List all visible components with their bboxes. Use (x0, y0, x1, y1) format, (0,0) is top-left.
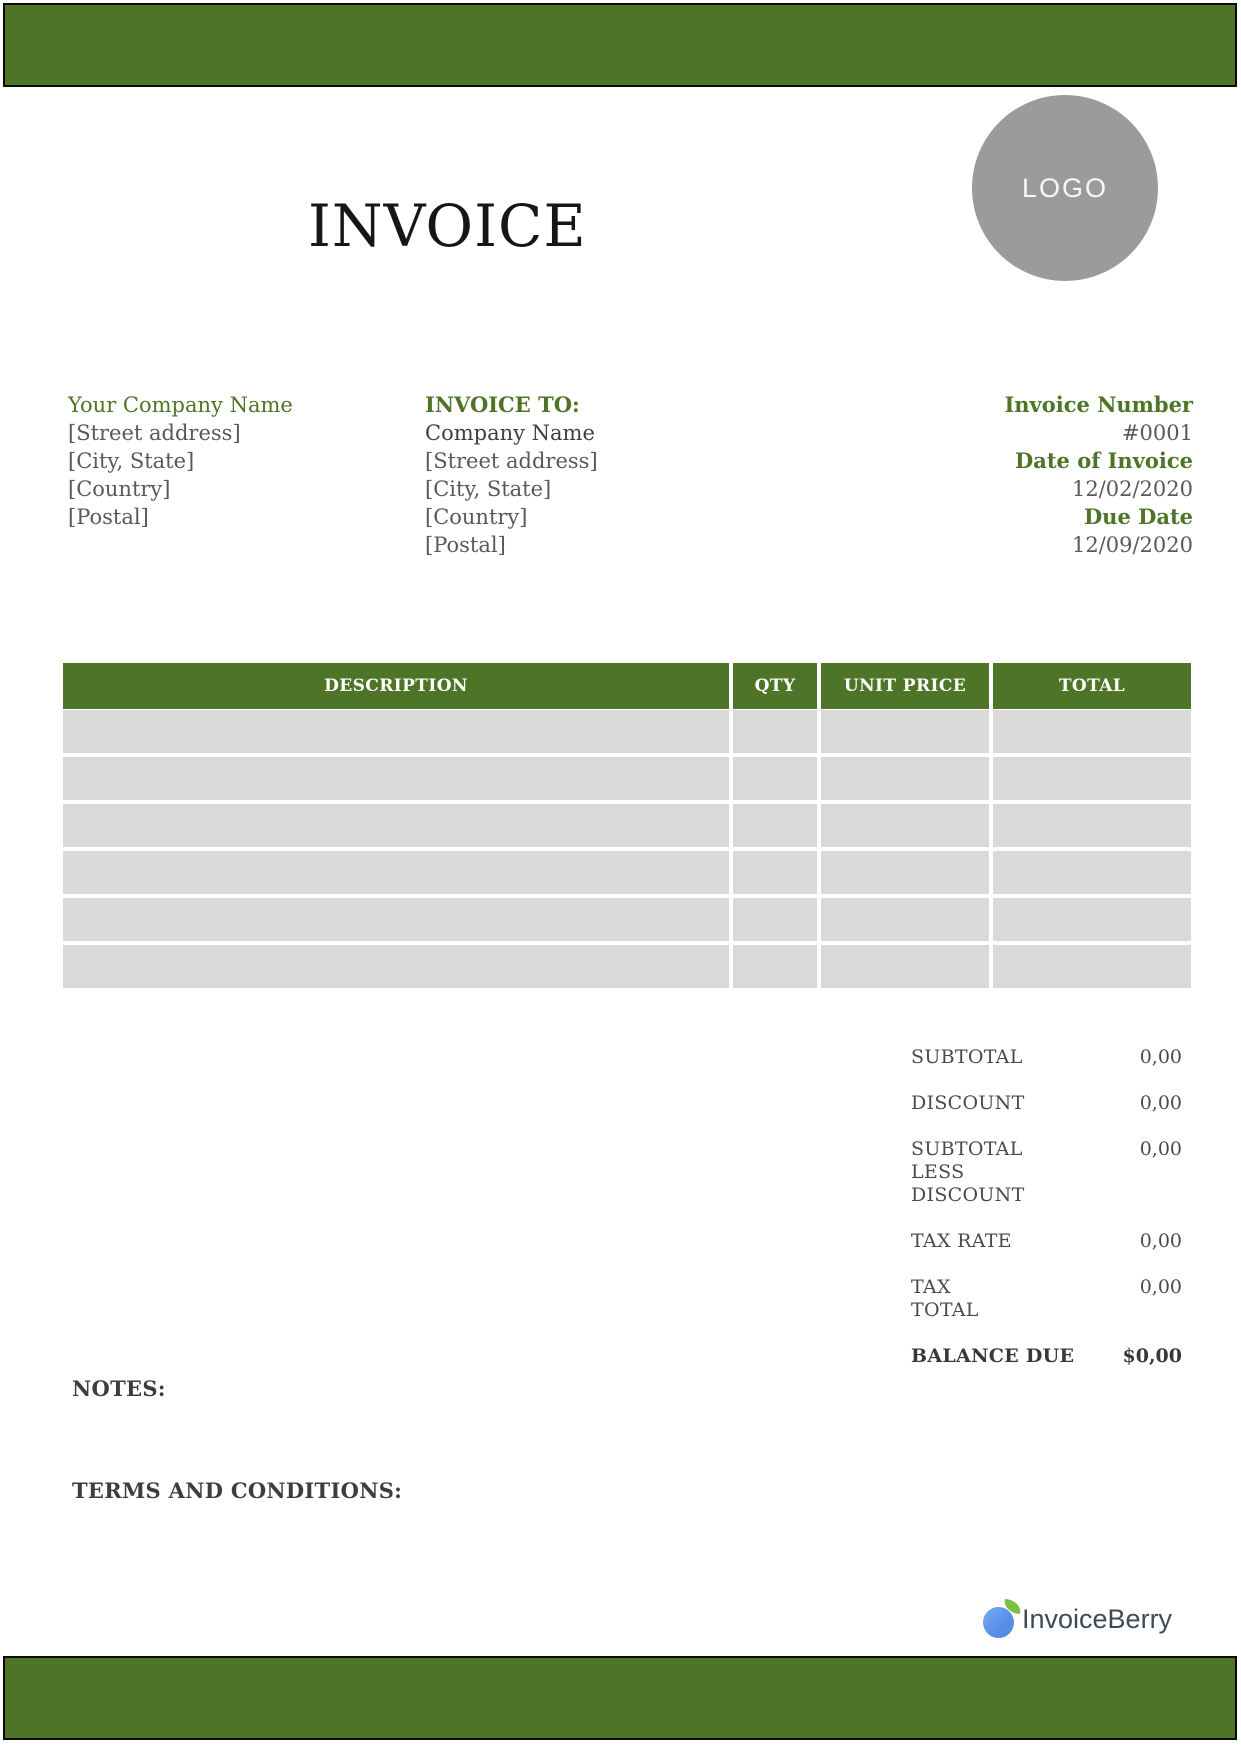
balance-due-label: BALANCE DUE (911, 1345, 1075, 1367)
recipient-company-name: Company Name (425, 421, 595, 445)
table-cell (63, 757, 729, 800)
table-cell (733, 757, 817, 800)
column-header-description: DESCRIPTION (63, 663, 729, 709)
column-header-total: TOTAL (993, 663, 1191, 709)
bottom-banner (3, 1656, 1237, 1740)
discount-value: 0,00 (1139, 1092, 1182, 1114)
logo-placeholder-text: LOGO (1021, 172, 1109, 203)
sender-city-state: [City, State] (68, 449, 195, 473)
table-cell (63, 945, 729, 988)
tax-rate-label: TAX RATE (911, 1230, 1012, 1252)
invoice-date-value: 12/02/2020 (1071, 477, 1193, 501)
discount-row (911, 1092, 1182, 1115)
tax-total-value: 0,00 (1139, 1276, 1182, 1298)
recipient-postal: [Postal] (425, 533, 506, 557)
table-cell (63, 804, 729, 847)
column-header-unit-price: UNIT PRICE (821, 663, 989, 709)
totals-summary (911, 1046, 1182, 1391)
table-cell (993, 757, 1191, 800)
sender-company-name: Your Company Name (68, 393, 293, 417)
table-cell (63, 710, 729, 753)
sender-street: [Street address] (68, 421, 241, 445)
invoice-number-value: #0001 (1121, 421, 1193, 445)
invoice-number-label: Invoice Number (1004, 392, 1193, 417)
sender-country: [Country] (68, 477, 171, 501)
table-cell (993, 898, 1191, 941)
invoice-meta-block (1004, 391, 1193, 559)
sender-address-block (68, 391, 293, 531)
table-cell (733, 945, 817, 988)
subtotal-label: SUBTOTAL (911, 1046, 1023, 1068)
table-cell (993, 945, 1191, 988)
recipient-city-state: [City, State] (425, 477, 552, 501)
table-cell (821, 710, 989, 753)
table-cell (821, 804, 989, 847)
line-items-table (63, 663, 1191, 988)
brand-name: InvoiceBerry (1022, 1604, 1173, 1634)
tax-total-row (911, 1276, 1182, 1322)
table-cell (821, 757, 989, 800)
balance-due-row (911, 1345, 1182, 1368)
subtotal-row (911, 1046, 1182, 1069)
table-cell (63, 851, 729, 894)
column-header-qty: QTY (733, 663, 817, 709)
due-date-label: Due Date (1083, 504, 1193, 529)
subtotal-less-discount-row (911, 1138, 1182, 1207)
tax-rate-row (911, 1230, 1182, 1253)
page-title: INVOICE (308, 192, 587, 260)
table-cell (821, 851, 989, 894)
subtotal-less-discount-label: SUBTOTAL LESS DISCOUNT (911, 1138, 1025, 1206)
berry-logo-icon (983, 1607, 1014, 1638)
tax-total-label: TAX TOTAL (911, 1276, 979, 1321)
table-cell (821, 898, 989, 941)
invoice-to-heading: INVOICE TO: (425, 392, 580, 417)
notes-heading: NOTES: (72, 1376, 166, 1401)
recipient-country: [Country] (425, 505, 528, 529)
top-banner (3, 3, 1237, 87)
balance-due-value: $0,00 (1122, 1345, 1182, 1367)
due-date-value: 12/09/2020 (1071, 533, 1193, 557)
subtotal-less-discount-value: 0,00 (1139, 1138, 1182, 1160)
table-cell (733, 710, 817, 753)
tax-rate-value: 0,00 (1139, 1230, 1182, 1252)
logo-placeholder (972, 95, 1158, 281)
table-cell (733, 851, 817, 894)
recipient-address-block (425, 391, 598, 559)
table-cell (733, 898, 817, 941)
table-cell (993, 804, 1191, 847)
sender-postal: [Postal] (68, 505, 149, 529)
subtotal-value: 0,00 (1139, 1046, 1182, 1068)
table-cell (821, 945, 989, 988)
table-cell (993, 851, 1191, 894)
table-cell (733, 804, 817, 847)
recipient-street: [Street address] (425, 449, 598, 473)
table-cell (993, 710, 1191, 753)
discount-label: DISCOUNT (911, 1092, 1025, 1114)
invoice-date-label: Date of Invoice (1015, 448, 1193, 473)
table-cell (63, 898, 729, 941)
terms-heading: TERMS AND CONDITIONS: (72, 1478, 403, 1503)
